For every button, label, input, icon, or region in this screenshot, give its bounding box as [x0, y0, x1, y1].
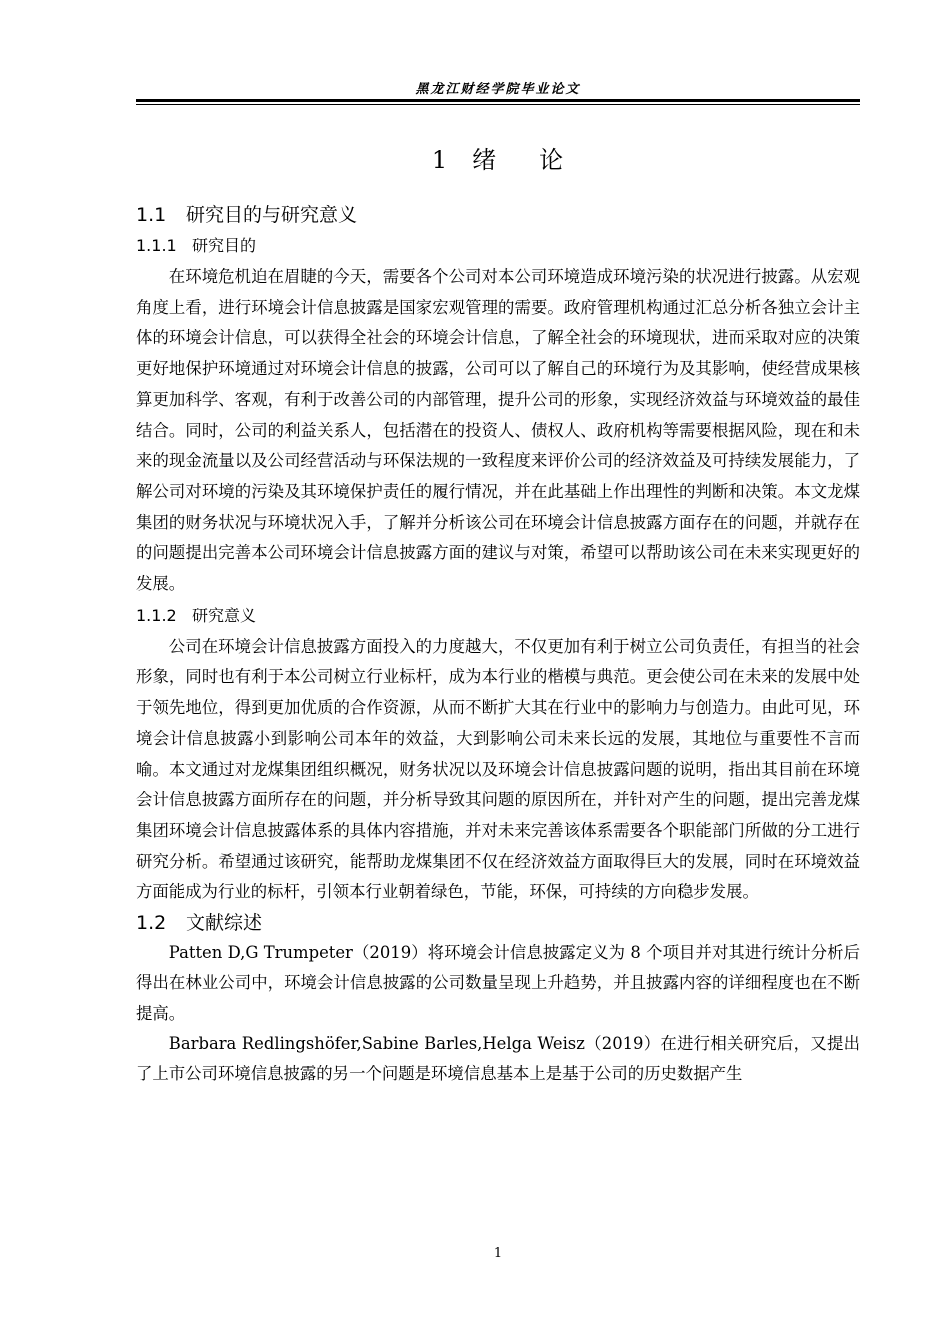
- header-rule-thin: [136, 104, 860, 105]
- paragraph-research-significance: 公司在环境会计信息披露方面投入的力度越大，不仅更加有利于树立公司负责任，有担当的社会形象，同时也有利于本公司树立行业标杆，成为本行业的楷模与典范。更会使公司在未来的发展中处于领先地位，得到更加优质的合作资源，从而不断扩大其在行业中的影响力与创造力。由此可见，环境会计信息披露小到影响公司本年的效益，大到影响公司未来长远的发展，其地位与重要性不言而喻。本文通过对龙煤集团组织概况，财务状况以及环境会计信息披露问题的说明，指出其目前在环境会计信息披露方面所存在的问题，并分析导致其问题的原因所在，并针对产生的问题，提出完善龙煤集团环境会计信息披露体系的具体内容措施，并对未来完善该体系需要各个职能部门所做的分工进行研究分析。希望通过该研究，能帮助龙煤集团不仅在经济效益方面取得巨大的发展，同时在环境效益方面能成为行业的标杆，引领本行业朝着绿色，节能，环保，可持续的方向稳步发展。: [136, 636, 860, 902]
- section-number: 1.1: [136, 204, 167, 226]
- chapter-number: 1: [431, 146, 449, 174]
- page-header-title: 黑龙江财经学院毕业论文: [415, 82, 581, 97]
- page-number: 1: [493, 1246, 503, 1261]
- section-number: 1.2: [136, 912, 167, 935]
- section-title: 文献综述: [186, 912, 263, 935]
- section-heading-1-2: [136, 908, 860, 938]
- section-number: 1.1.1: [136, 236, 177, 255]
- section-heading-1-1-2: [136, 600, 860, 632]
- section-title: 研究目的: [192, 236, 257, 255]
- chapter-title-a: 绪: [472, 146, 498, 174]
- section-title: 研究意义: [192, 605, 257, 625]
- paragraph-literature-2: Barbara Redlingshöfer,Sabine Barles,Helga Weisz（2019）在进行相关研究后，又提出了上市公司环境信息披露的另一个问题是环境信息基本上是基于公司的历史数据产生: [136, 1033, 860, 1084]
- chapter-title-b: 论: [539, 146, 565, 174]
- header-rule-thick: [136, 99, 860, 102]
- section-heading-1-1: [136, 200, 860, 230]
- main-content: [136, 200, 860, 1090]
- section-number: 1.1.2: [136, 605, 177, 625]
- section-heading-1-1-1: [136, 230, 860, 262]
- paragraph-research-purpose: 在环境危机迫在眉睫的今天，需要各个公司对本公司环境造成环境污染的状况进行披露。从宏观角度上看，进行环境会计信息披露是国家宏观管理的需要。政府管理机构通过汇总分析各独立会计主体的环境会计信息，可以获得全社会的环境会计信息，了解全社会的环境现状，进而采取对应的决策更好地保护环境通过对环境会计信息的披露，公司可以了解自己的环境行为及其影响，使经营成果核算更加科学、客观，有利于改善公司的内部管理，提升公司的形象，实现经济效益与环境效益的最佳结合。同时，公司的利益关系人，包括潜在的投资人、债权人、政府机构等需要根据风险，现在和未来的现金流量以及公司经营活动与环保法规的一致程度来评价公司的经济效益及可持续发展能力，了解公司对环境的污染及其环境保护责任的履行情况，并在此基础上作出理性的判断和决策。本文龙煤集团的财务状况与环境状况入手，了解并分析该公司在环境会计信息披露方面存在的问题，并就存在的问题提出完善本公司环境会计信息披露方面的建议与对策，希望可以帮助该公司在未来实现更好的发展。: [136, 267, 860, 594]
- section-title: 研究目的与研究意义: [186, 204, 358, 226]
- paragraph-literature-1: Patten D,G Trumpeter（2019）将环境会计信息披露定义为 8 个项目并对其进行统计分析后得出在林业公司中，环境会计信息披露的公司数量呈现上升趋势，并且披露内容的详细程度也在不断提高。: [136, 943, 860, 1023]
- chapter-title: [136, 140, 860, 175]
